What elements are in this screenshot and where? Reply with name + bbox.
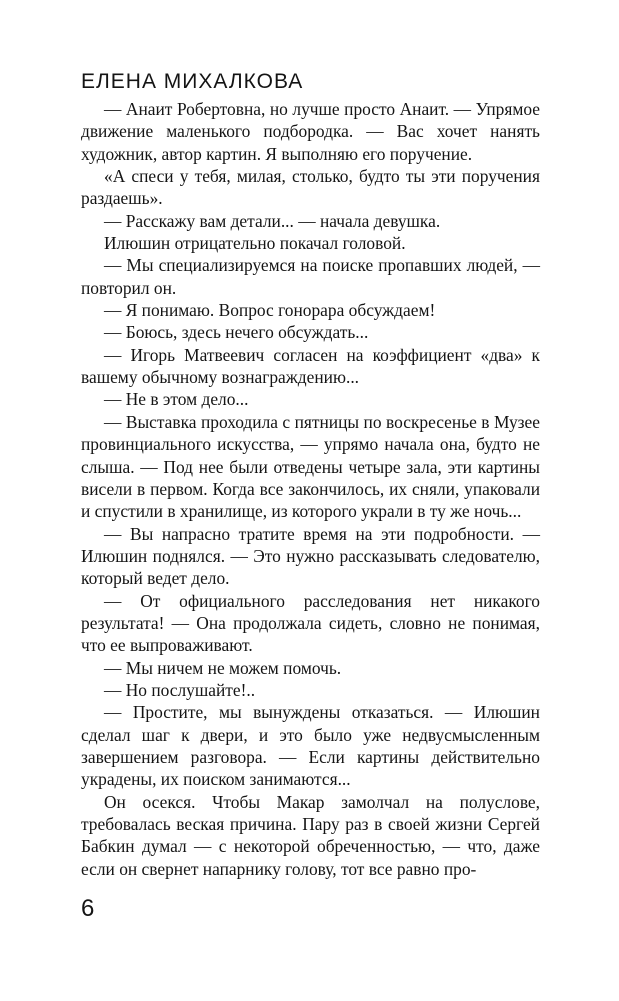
paragraph: — Я понимаю. Вопрос гонорара обсуждаем! bbox=[104, 300, 436, 321]
body-text bbox=[81, 98, 540, 880]
paragraph: — Не в этом дело... bbox=[104, 389, 249, 410]
running-header-author: ЕЛЕНА МИХАЛКОВА bbox=[81, 70, 304, 93]
paragraph: «А спеси у тебя, милая, столько, будто ты эти поручения раздаешь». bbox=[81, 166, 540, 209]
paragraph: — Но послушайте!.. bbox=[104, 679, 256, 700]
paragraph: — Игорь Матвеевич согласен на коэффициент «два» к вашему обычному вознаграждению... bbox=[81, 344, 540, 388]
paragraph: — Мы специализируемся на поиске пропавших людей, — повторил он. bbox=[81, 255, 540, 298]
paragraph: — Боюсь, здесь нечего обсуждать... bbox=[104, 322, 369, 343]
paragraph: — Анаит Робертовна, но лучше просто Анаит. — Упрямое движение маленького подбородка. — Вас хочет нанять художник, автор картин. Я выполняю его поручение. bbox=[81, 99, 540, 164]
paragraph: — Простите, мы вынуждены отказаться. — Илюшин сделал шаг к двери, и это было уже недвусмысленным завершением разговора. — Если картины действительно украдены, их поиском занимаются... bbox=[81, 702, 540, 790]
paragraph: Илюшин отрицательно покачал головой. bbox=[104, 233, 406, 254]
paragraph: — От официального расследования нет никакого результата! — Она продолжала сидеть, словно не понимая, что ее выпроваживают. bbox=[81, 590, 540, 656]
paragraph: — Расскажу вам детали... — начала девушка. bbox=[104, 210, 441, 231]
paragraph: Он осекся. Чтобы Макар замолчал на полуслове, требовалась веская причина. Пару раз в своей жизни Сергей Бабкин думал — с некоторой обреченностью, — что, даже если он свернет напарнику голову, тот все равно про- bbox=[81, 791, 540, 879]
paragraph: — Мы ничем не можем помочь. bbox=[104, 657, 342, 678]
paragraph: — Вы напрасно тратите время на эти подробности. — Илюшин поднялся. — Это нужно рассказывать следователю, который ведет дело. bbox=[81, 523, 540, 589]
page-number: 6 bbox=[81, 895, 95, 922]
paragraph: — Выставка проходила с пятницы по воскресенье в Музее провинциального искусства, — упрямо начала она, будто не слыша. — Под нее были отведены четыре зала, эти картины висели в первом. Когда все закончилось, их сняли, упаковали и спустили в хранилище, из которого украли в ту же ночь... bbox=[81, 411, 540, 522]
